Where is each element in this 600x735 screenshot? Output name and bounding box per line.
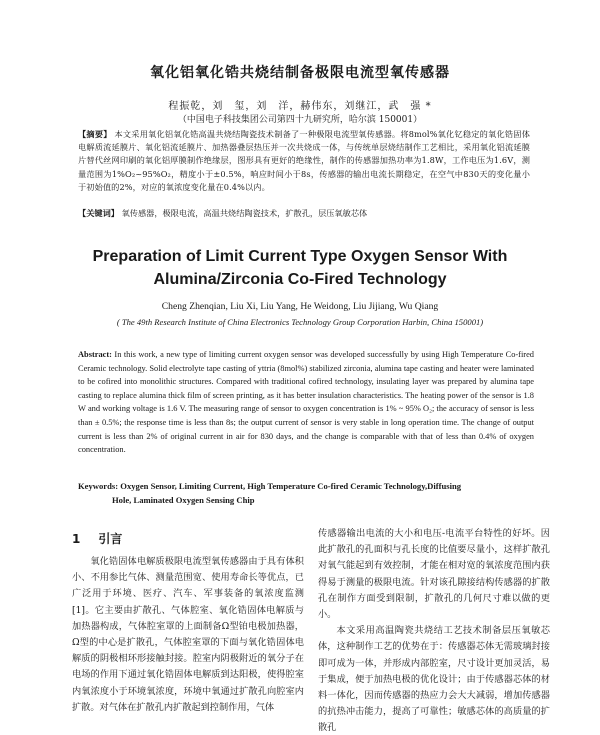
body-column-right [318,526,550,735]
chinese-abstract-label: 【摘要】 [78,129,112,139]
right-paragraph-2: 本文采用高温陶瓷共烧结工艺技术制备层压氧敏芯体，这种制作工艺的优势在于：传感器芯体无需玻璃封接即可成为一体，并形成内部腔室，尺寸设计更加灵活，易于集成，便于加热电极的优化设计；由于传感器芯体的材料一体化，因而传感器的热应力会大大减弱，增加传感器的抗热冲击能力，提高了可靠性；敏感芯体的高质量的扩散孔 [318,625,550,734]
chinese-affiliation: （中国电子科技集团公司第四十九研究所，哈尔滨 150001） [177,115,423,125]
body-column-left [72,554,304,735]
english-keywords-label: Keywords: [78,481,119,491]
english-title-line-2: Alumina/Zirconia Co-Fired Technology [153,271,447,288]
chinese-keywords-label: 【关键词】 [78,208,119,218]
section-title: 引言 [98,532,123,546]
english-abstract [78,348,534,457]
english-abstract-label: Abstract: [78,350,112,359]
english-keywords-line-2: Hole, Laminated Oxygen Sensing Chip [112,494,255,505]
chinese-abstract-text: 本文采用氧化铝氧化锆高温共烧结陶瓷技术制备了一种极限电流型氧传感器。将8mol%氧化钇稳定的氧化锆固体电解质流延膜片、氧化铝流延膜片、加热器叠层热压并一次共烧成一体，与传统单层烧结制作工艺相比，采用氧化铝流延膜片替代丝网印刷的氧化铝厚膜制作绝缘层，图形具有更好的绝缘性，制作的传感器加热功率为1.8W，工作电压为1.6V，测量范围为1%O₂~95%O₂，精度小于±0.5%，响应时间小于8s，传感器的输出电流长期稳定，在空气中830天的变化量小于初始值的2%，对应的氧浓度变化量在0.4%以内。 [78,129,531,192]
english-keywords [78,480,534,508]
english-abstract-text: In this work, a new type of limiting current oxygen sensor was developed successfully by using High Temperature Co-fired Ceramic technology. Solid electrolyte tape casting of yttria (8mol%) stabilized zirconia, alumina tape casting and heater were laminated to be cofired into monolithic structures. Compared with traditional cofired technology, insulating layer was prepared by alumina tape casting to replace alumina thick film of screen printing, as it has better insulation characteristics. The heating power of the sensor is 1.8 W and working voltage is 1.6 V. The measuring range of sensor to oxygen concentration is 1% ~ 95% O₂; the accuracy of sensor is less than ± 0.5%; the response time is less than 8s; the output current of sensor is very stable in long operation time. The change of output current is less than 2% of original current in air for 830 days, and the change is comparable with that of less than 0.4% of oxygen concentration. [78,350,534,455]
chinese-abstract [78,128,530,194]
section-number: 1 [72,532,81,546]
english-title [0,245,600,291]
left-paragraph-1: 氧化锆固体电解质极限电流型氧传感器由于具有体积小、不用参比气体、测量范围宽、使用寿命长等优点，已广泛用于环境、医疗、汽车、军事装备的氧浓度监测[1]。它主要由扩散孔、气体腔室、氧化锆固体电解质与加热器构成，气体腔室罩的上面制备Ω型铂电极加热器，Ω型的中心是扩散孔，气体腔室罩的下面与氧化锆固体电解质的阴极相环形接触封接。腔室内阴极附近的氧分子在电场的作用下通过氧化锆固体电解质到达阳极，使得腔室内氧浓度小于环境氧浓度，环境中氧通过扩散孔向腔室内扩散。对气体在扩散孔内扩散起到控制作用，气体 [72,556,304,713]
chinese-keywords [78,207,530,219]
english-keywords-line-1: Oxygen Sensor, Limiting Current, High Temperature Co-fired Ceramic Technology,Diffusing [120,481,462,491]
chinese-authors: 程振乾，刘 玺，刘 洋，赫伟东，刘继江，武 强 * [168,101,432,112]
english-title-line-1: Preparation of Limit Current Type Oxygen Sensor With [92,248,508,265]
chinese-keywords-text: 氧传感器，极限电流，高温共烧结陶瓷技术，扩散孔，层压氧敏芯体 [121,208,368,218]
section-heading-introduction [72,530,122,547]
right-paragraph-1: 传感器输出电流的大小和电压-电流平台特性的好坏。因此扩散孔的孔面积与孔长度的比值要尽量小，这样扩散孔对氧气能起到有效控制，才能在相对宽的氧浓度范围内获得易于测量的极限电流。针对该孔隙接结构传感器的扩散孔在制作方面受到限制，扩散孔的几何尺寸难以做的更小。 [318,528,550,621]
chinese-title: 氧化铝氧化锆共烧结制备极限电流型氧传感器 [150,65,450,81]
english-affiliation: ( The 49th Research Institute of China Electronics Technology Group Corporation Harbin, China 150001) [116,317,484,327]
english-authors: Cheng Zhenqian, Liu Xi, Liu Yang, He Weidong, Liu Jijiang, Wu Qiang [161,301,439,312]
